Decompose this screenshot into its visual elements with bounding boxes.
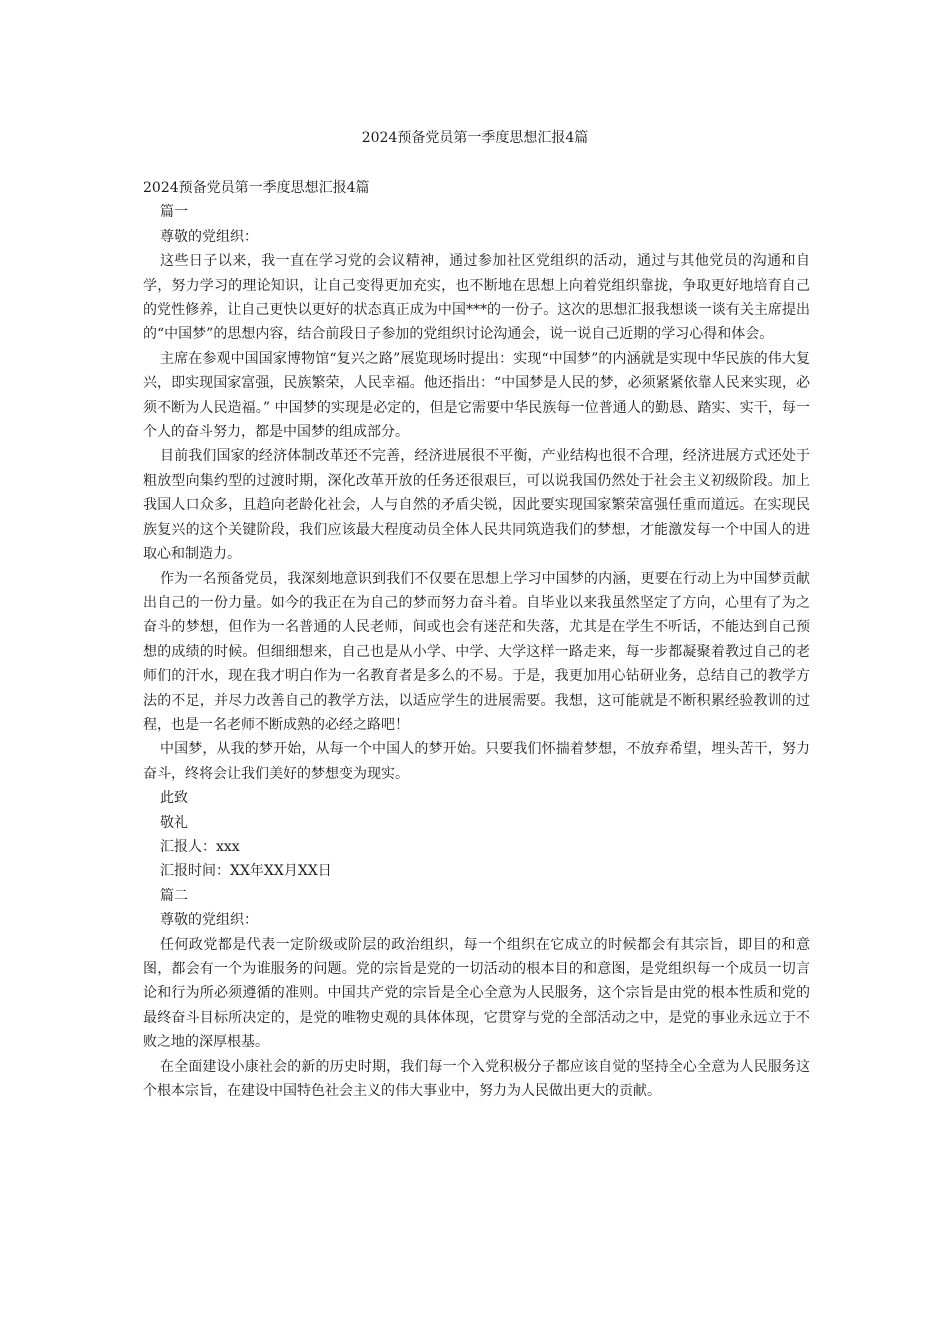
part-label: 篇一 <box>160 204 188 221</box>
paragraph: 任何政党都是代表一定阶级或阶层的政治组织，每一个组织在它成立的时候都会有其宗旨，即目的和意图，都会有一个为谁服务的问题。党的宗旨是党的一切活动的根本目的和意图，是党组织每一个成员一切言论和行为所必须遵循的准则。中国共产党的宗旨是全心全意为人民服务，这个宗旨是由党的根本性质和党的最终奋斗目标所决定的，是党的唯物史观的具体体现，它贯穿与党的全部活动之中，是党的事业永远立于不败之地的深厚根基。 <box>143 936 810 1051</box>
reporter-line: 汇报人：xxx <box>160 838 240 855</box>
paragraph: 目前我们国家的经济体制改革还不完善，经济进展很不平衡，产业结构也很不合理，经济进展方式还处于粗放型向集约型的过渡时期，深化改革开放的任务还很艰巨，可以说我国仍然处于社会主义初级阶段。加上我国人口众多，且趋向老龄化社会，人与自然的矛盾尖锐，因此要实现国家繁荣富强任重而道远。在实现民族复兴的这个关键阶段，我们应该最大程度动员全体人民共同筑造我们的梦想，才能激发每一个中国人的进取心和制造力。 <box>143 448 810 563</box>
report-time-line: 汇报时间：XX年XX月XX日 <box>160 863 332 880</box>
paragraph: 在全面建设小康社会的新的历史时期，我们每一个入党积极分子都应该自觉的坚持全心全意为人民服务这个根本宗旨，在建设中国特色社会主义的伟大事业中，努力为人民做出更大的贡献。 <box>143 1058 810 1100</box>
part-label: 篇二 <box>160 887 188 904</box>
closing-line: 此致 <box>160 790 188 807</box>
paragraph: 主席在参观中国国家博物馆“复兴之路”展览现场时提出：实现“中国梦”的内涵就是实现中华民族的伟大复兴，即实现国家富强，民族繁荣，人民幸福。他还指出：“中国梦是人民的梦，必须紧紧依靠人民来实现，必须不断为人民造福。” 中国梦的实现是必定的，但是它需要中华民族每一位普通人的勤恳、踏实、实干，每一个人的奋斗努力，都是中国梦的组成部分。 <box>143 350 810 441</box>
closing-line: 敬礼 <box>160 814 188 831</box>
paragraph: 作为一名预备党员，我深刻地意识到我们不仅要在思想上学习中国梦的内涵，更要在行动上为中国梦贡献出自己的一份力量。如今的我正在为自己的梦而努力奋斗着。自毕业以来我虽然坚定了方向，心里有了为之奋斗的梦想，但作为一名普通的人民老师，间或也会有迷茫和失落，尤其是在学生不听话，不能达到自己预想的成绩的时候。但细细想来，自己也是从小学、中学、大学这样一路走来，每一步都凝聚着教过自己的老师们的汗水，现在我才明白作为一名教育者是多么的不易。于是，我更加用心钻研业务，总结自己的教学方法的不足，并尽力改善自己的教学方法，以适应学生的进展需要。我想，这可能就是不断积累经验教训的过程，也是一名老师不断成熟的必经之路吧！ <box>143 570 810 733</box>
document-body <box>143 176 810 1103</box>
page-title: 2024预备党员第一季度思想汇报4篇 <box>361 130 589 146</box>
paragraph: 这些日子以来，我一直在学习党的会议精神，通过参加社区党组织的活动，通过与其他党员的沟通和自学，努力学习的理论知识，让自己变得更加充实，也不断地在思想上向着党组织靠拢，争取更好地培育自己的党性修养，让自己更快以更好的状态真正成为中国***的一份子。这次的思想汇报我想谈一谈有关主席提出的“中国梦”的思想内容，结合前段日子参加的党组织讨论沟通会，说一说自己近期的学习心得和体会。 <box>143 253 810 343</box>
salutation: 尊敬的党组织： <box>160 912 258 929</box>
document-heading: 2024预备党员第一季度思想汇报4篇 <box>143 180 370 196</box>
salutation: 尊敬的党组织： <box>160 228 258 245</box>
paragraph: 中国梦，从我的梦开始，从每一个中国人的梦开始。只要我们怀揣着梦想，不放弃希望，埋头苦干，努力奋斗，终将会让我们美好的梦想变为现实。 <box>143 741 810 782</box>
